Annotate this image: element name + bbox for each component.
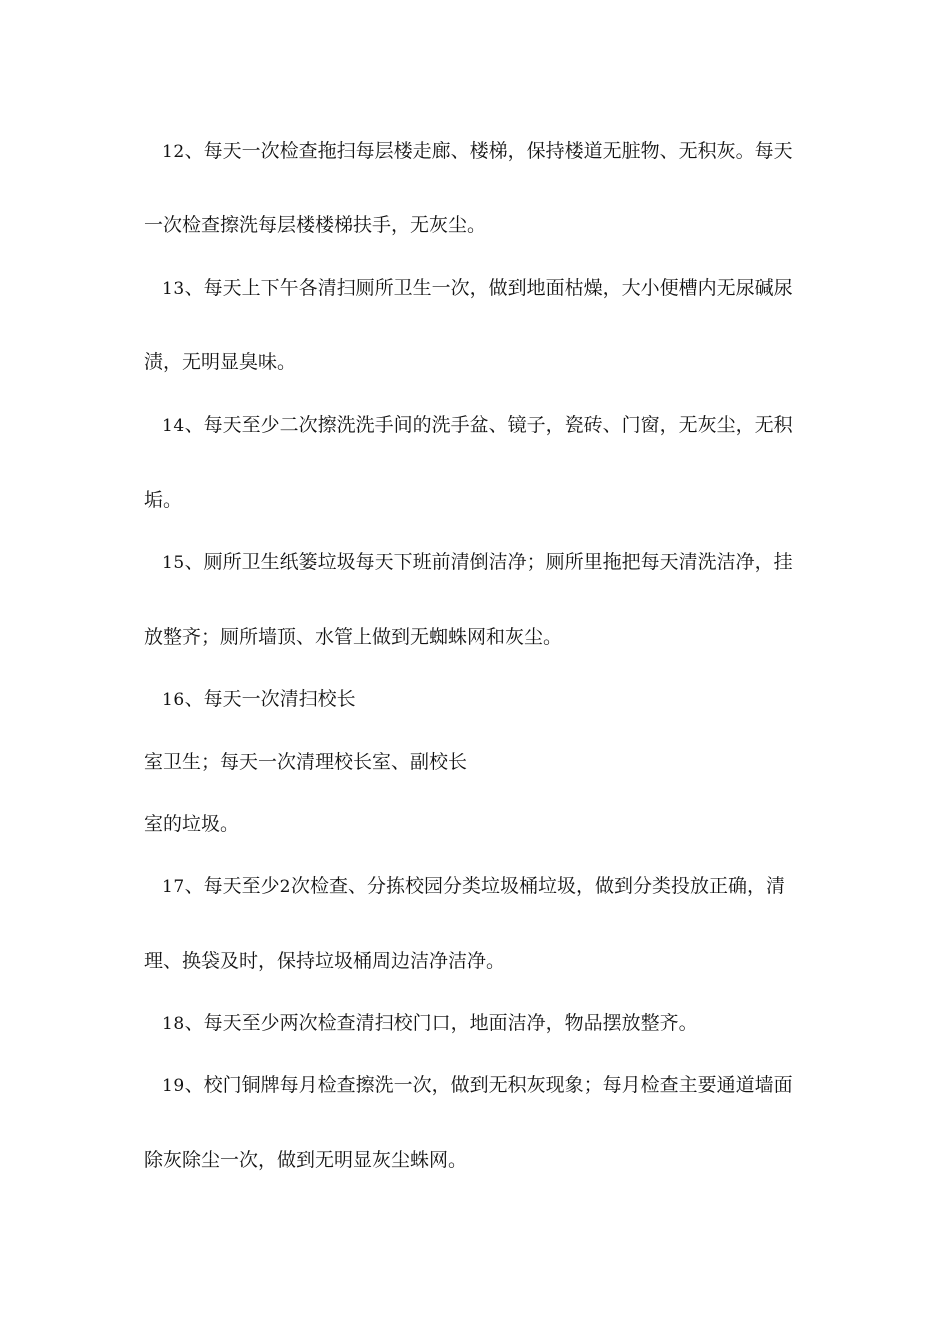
item-17-line-2: 理、换袋及时，保持垃圾桶周边洁净洁净。 (144, 950, 506, 972)
item-16-line-1 (162, 686, 804, 713)
item-text: 、每天一次检查拖扫每层楼走廊、楼梯，保持楼道无脏物、无积灰。每天 (184, 140, 793, 162)
item-text: 、每天至少 (184, 875, 280, 897)
item-text: 次检查、分拣校园分类垃圾桶垃圾，做到分类投放正确，清 (290, 875, 785, 897)
item-number: 16 (162, 690, 185, 710)
item-17-line-1 (162, 873, 804, 900)
item-text: 、每天至少二次擦洗洗手间的洗手盆、镜子，瓷砖、门窗，无灰尘，无积 (184, 414, 793, 436)
item-19-line-2: 除灰除尘一次，做到无明显灰尘蛛网。 (144, 1149, 468, 1171)
item-text: 、每天一次清扫校长 (184, 688, 356, 710)
item-13-line-1 (162, 275, 804, 302)
item-number: 17 (162, 877, 185, 897)
item-text: 、每天上下午各清扫厕所卫生一次，做到地面枯燥，大小便槽内无尿碱尿 (184, 277, 793, 299)
item-14-line-1 (162, 412, 804, 439)
item-text: 、校门铜牌每月检查擦洗一次，做到无积灰现象；每月检查主要通道墙面 (184, 1074, 793, 1096)
item-inline-number: 2 (279, 877, 291, 897)
item-19-line-1 (162, 1072, 804, 1099)
item-number: 13 (162, 279, 185, 299)
item-number: 19 (162, 1076, 185, 1096)
item-number: 15 (162, 553, 185, 573)
item-number: 12 (162, 142, 185, 162)
item-text: 、每天至少两次检查清扫校门口，地面洁净，物品摆放整齐。 (184, 1012, 698, 1034)
item-text: 、厕所卫生纸篓垃圾每天下班前清倒洁净；厕所里拖把每天清洗洁净，挂 (184, 551, 793, 573)
item-18-line-1 (162, 1010, 804, 1037)
item-15-line-2: 放整齐；厕所墙顶、水管上做到无蜘蛛网和灰尘。 (144, 626, 563, 648)
item-15-line-1 (162, 549, 804, 576)
item-16-line-2: 室卫生；每天一次清理校长室、副校长 (144, 751, 468, 773)
item-number: 18 (162, 1014, 185, 1034)
item-12-line-1 (162, 138, 804, 165)
item-13-line-2: 渍，无明显臭味。 (144, 351, 297, 373)
item-12-line-2: 一次检查擦洗每层楼楼梯扶手，无灰尘。 (144, 214, 487, 236)
item-number: 14 (162, 416, 185, 436)
item-16-line-3: 室的垃圾。 (144, 813, 240, 835)
item-14-line-2: 垢。 (144, 489, 183, 511)
